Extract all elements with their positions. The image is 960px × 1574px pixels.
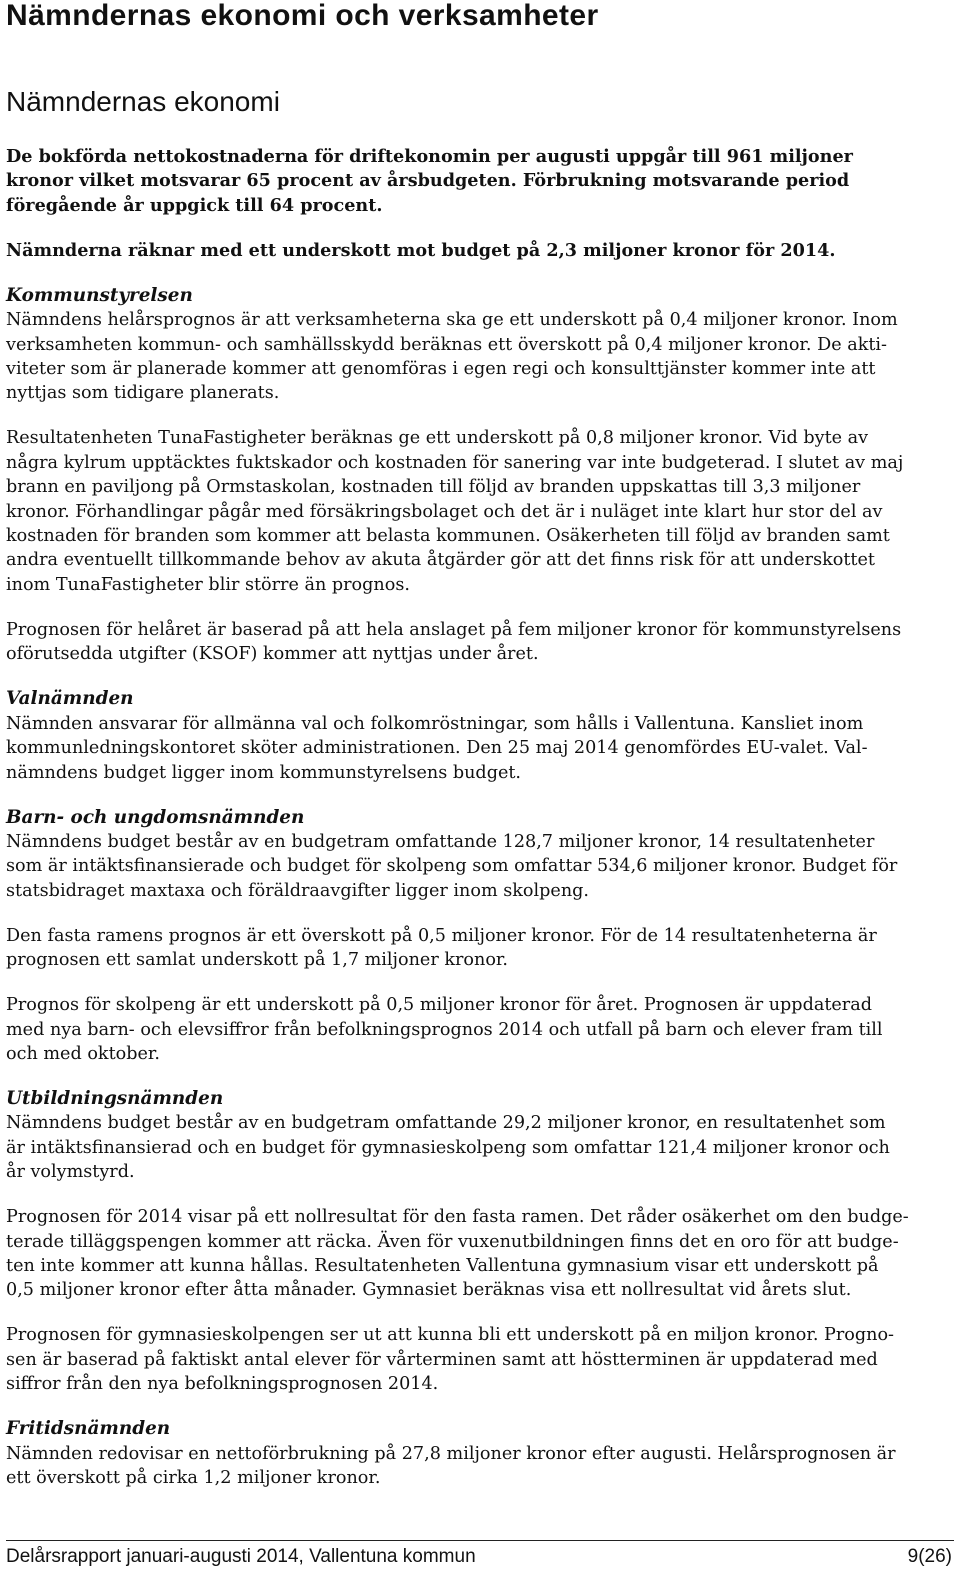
section-heading-kommunstyrelsen: Kommunstyrelsen [6,284,193,306]
document-body [6,145,954,1511]
body-paragraph: Nämnden ansvarar för allmänna val och folkomröstningar, som hålls i Vallentuna. Kansliet inom kommunledningskontoret sköter administrationen. Den 25 maj 2014 genomfördes EU-valet. Val- nämndens budget ligger inom kommunstyrelsens budget. [6,713,868,783]
body-paragraph: Den fasta ramens prognos är ett överskott på 0,5 miljoner kronor. För de 14 resultatenheterna är prognosen ett samlat underskott på 1,7 miljoner kronor. [6,925,877,971]
footer-page-number: 9(26) [907,1546,952,1567]
body-paragraph: Prognosen för helåret är baserad på att hela anslaget på fem miljoner kronor för kommunstyrelsens oförutsedda utgifter (KSOF) kommer att nyttjas under året. [6,619,902,665]
body-paragraph: Nämndens budget består av en budgetram omfattande 128,7 miljoner kronor, 14 resultatenheter som är intäktsfinansierade och budget för skolpeng som omfattar 534,6 miljoner kronor. Budget för statsbidraget maxtaxa och föräldraavgifter ligger inom skolpeng. [6,831,898,901]
section-heading-valnamnden: Valnämnden [6,688,134,710]
body-paragraph: Prognosen för 2014 visar på ett nollresultat för den fasta ramen. Det råder osäkerhet om den budge- terade tilläggspengen kommer att räcka. Även för vuxenutbildningen finns det en oro för att budge- ten inte kommer att kunna hållas. Resultatenheten Vallentuna gymnasium visar ett underskott på 0,5 miljoner kronor efter åtta månader. Gymnasiet beräknas visa ett nollresultat vid årets slut. [6,1207,909,1301]
section-heading-utbildningsnamnden: Utbildningsnämnden [6,1087,224,1109]
body-paragraph: Nämnden redovisar en nettoförbrukning på 27,8 miljoner kronor efter augusti. Helårsprognosen är ett överskott på cirka 1,2 miljoner kronor. [6,1443,896,1488]
body-paragraph: Prognosen för gymnasieskolpengen ser ut att kunna bli ett underskott på en miljon kronor. Progno- sen är baserad på faktiskt antal elever för vårterminen samt att höstterminen är uppdaterad med siffror från den nya befolkningsprognosen 2014. [6,1325,895,1395]
intro-paragraph: Nämnderna räknar med ett underskott mot budget på 2,3 miljoner kronor för 2014. [6,239,836,261]
section-heading-fritidsnamnden: Fritidsnämnden [6,1418,171,1440]
body-paragraph: Prognos för skolpeng är ett underskott på 0,5 miljoner kronor för året. Prognosen är uppdaterad med nya barn- och elevsiffror från befolkningsprognos 2014 och utfall på barn och elever fram till och med oktober. [6,995,883,1064]
footer-report-title: Delårsrapport januari-augusti 2014, Vallentuna kommun [6,1546,476,1567]
intro-paragraph: De bokförda nettokostnaderna för driftekonomin per augusti uppgår till 961 miljoner kronor vilket motsvarar 65 procent av årsbudgeten. Förbrukning motsvarande period föregående år uppgick till 64 procent. [6,146,853,216]
footer-divider [6,1540,954,1541]
body-paragraph: Nämndens budget består av en budgetram omfattande 29,2 miljoner kronor, en resultatenhet som är intäktsfinansierad och en budget för gymnasieskolpeng som omfattar 121,4 miljoner kronor och år volymstyrd. [6,1113,890,1183]
section-heading-barn-och-ungdomsnamnden: Barn- och ungdomsnämnden [6,806,305,828]
section-title: Nämndernas ekonomi [6,86,280,117]
body-paragraph: Nämndens helårsprognos är att verksamheterna ska ge ett underskott på 0,4 miljoner kronor. Inom verksamheten kommun- och samhällsskydd beräknas ett överskott på 0,4 miljoner kronor. De akti- viteter som är planerade kommer att genomföras i egen regi och konsulttjänster kommer inte att nyttjas som tidigare planerats. [6,310,898,404]
body-paragraph: Resultatenheten TunaFastigheter beräknas ge ett underskott på 0,8 miljoner kronor. Vid byte av några kylrum upptäcktes fuktskador och kostnaden för sanering var inte budgeterad. I slutet av maj brann en paviljong på Ormstaskolan, kostnaden till följd av branden uppskattas till 3,3 miljoner kronor. Förhandlingar pågår med försäkringsbolaget och det är i nuläget inte klart hur stor del av kostnaden för branden som kommer att belasta kommunen. Osäkerheten till följd av branden samt andra eventuellt tillkommande behov av akuta åtgärder gör att det finns risk för att underskottet inom TunaFastigheter blir större än prognos. [6,428,904,595]
page-title: Nämndernas ekonomi och verksamheter [6,0,599,32]
